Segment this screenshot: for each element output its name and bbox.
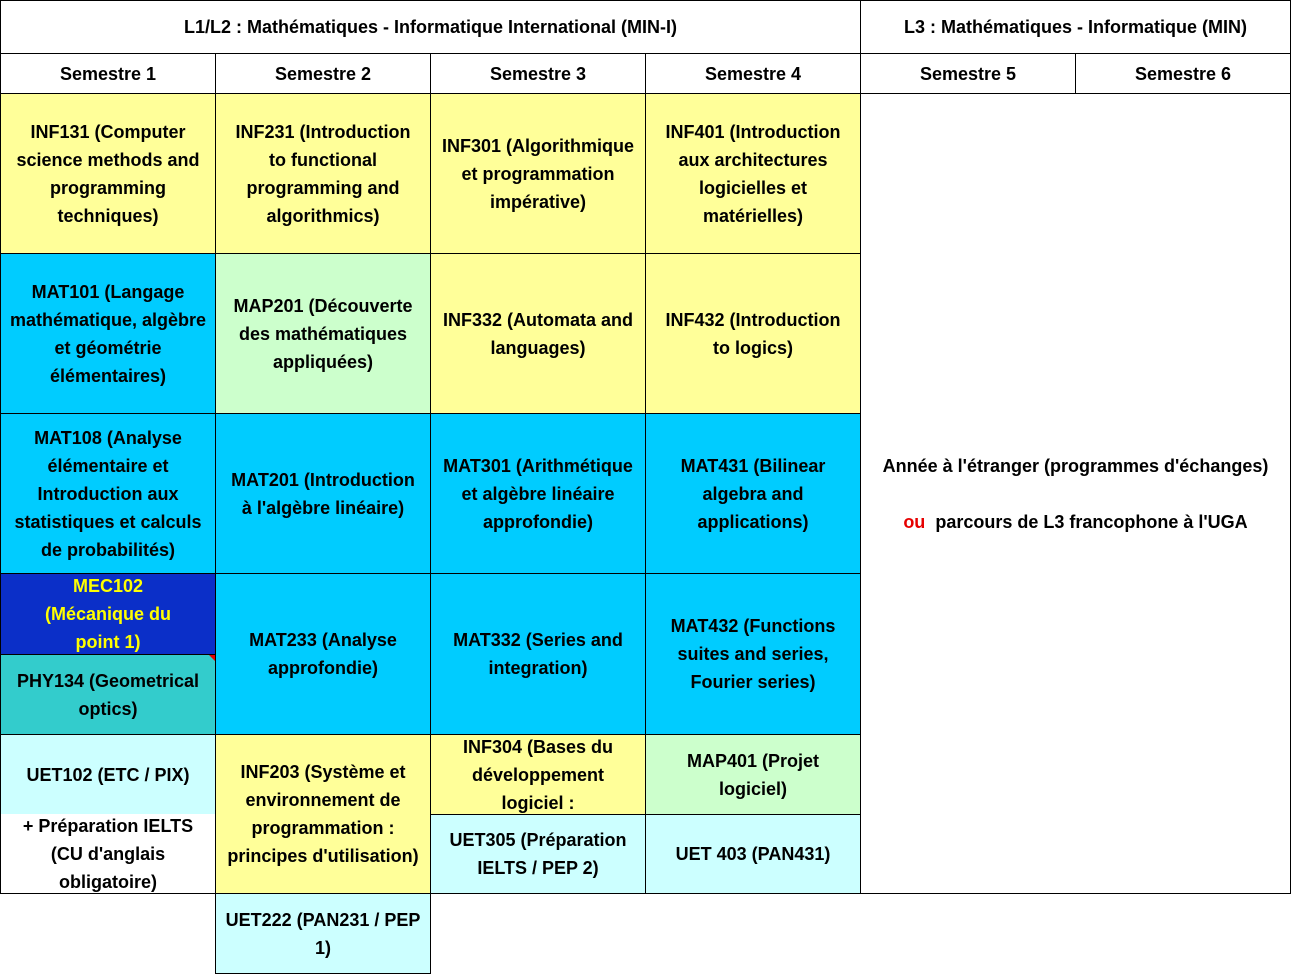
course-map401: MAP401 (Projet logiciel) [645, 734, 861, 815]
course-phy134 [0, 654, 216, 735]
course-inf304: INF304 (Bases du développement logiciel : [430, 734, 646, 815]
course-uet102: UET102 (ETC / PIX) [0, 734, 216, 815]
or-word: ou [903, 511, 926, 532]
l3-abroad-text: Année à l'étranger (programmes d'échanges) [882, 455, 1269, 476]
course-mat201: MAT201 (Introduction à l'algèbre linéaire) [215, 413, 431, 574]
course-inf131: INF131 (Computer science methods and programming techniques) [0, 93, 216, 254]
course-inf231: INF231 (Introduction to functional programming and algorithmics) [215, 93, 431, 254]
course-map201: MAP201 (Découverte des mathématiques appliquées) [215, 253, 431, 414]
course-mec102: MEC102 (Mécanique du point 1) [0, 573, 216, 655]
course-uet305: UET305 (Préparation IELTS / PEP 2) [430, 814, 646, 894]
semester-1-header: Semestre 1 [0, 53, 216, 94]
course-mat332: MAT332 (Series and integration) [430, 573, 646, 735]
course-mat108: MAT108 (Analyse élémentaire et Introduction aux statistiques et calculs de probabilités) [0, 413, 216, 574]
l3-francophone-text: parcours de L3 francophone à l'UGA [935, 511, 1248, 532]
course-uet403: UET 403 (PAN431) [645, 814, 861, 894]
ielts-preparation: + Préparation IELTS (CU d'anglais obligatoire) [0, 814, 216, 894]
course-mat432: MAT432 (Functions suites and series, Fourier series) [645, 573, 861, 735]
course-inf332: INF332 (Automata and languages) [430, 253, 646, 414]
course-inf401: INF401 (Introduction aux architectures logicielles et matérielles) [645, 93, 861, 254]
course-mat101: MAT101 (Langage mathématique, algèbre et géométrie élémentaires) [0, 253, 216, 414]
semester-6-header: Semestre 6 [1075, 53, 1291, 94]
header-l3: L3 : Mathématiques - Informatique (MIN) [860, 0, 1291, 54]
l3-block [860, 93, 1291, 894]
course-inf203: INF203 (Système et environnement de programmation : principes d'utilisation) [215, 734, 431, 894]
l3-alternative-text [903, 508, 1247, 536]
course-mat233: MAT233 (Analyse approfondie) [215, 573, 431, 735]
header-l1l2: L1/L2 : Mathématiques - Informatique International (MIN-I) [0, 0, 861, 54]
course-phy134-label: PHY134 (Geometrical optics) [16, 670, 200, 719]
semester-4-header: Semestre 4 [645, 53, 861, 94]
semester-5-header: Semestre 5 [860, 53, 1076, 94]
semester-2-header: Semestre 2 [215, 53, 431, 94]
course-inf301: INF301 (Algorithmique et programmation impérative) [430, 93, 646, 254]
course-inf432: INF432 (Introduction to logics) [645, 253, 861, 414]
course-mat301: MAT301 (Arithmétique et algèbre linéaire approfondie) [430, 413, 646, 574]
course-uet222: UET222 (PAN231 / PEP 1) [215, 893, 431, 974]
semester-3-header: Semestre 3 [430, 53, 646, 94]
course-mat431: MAT431 (Bilinear algebra and applications) [645, 413, 861, 574]
